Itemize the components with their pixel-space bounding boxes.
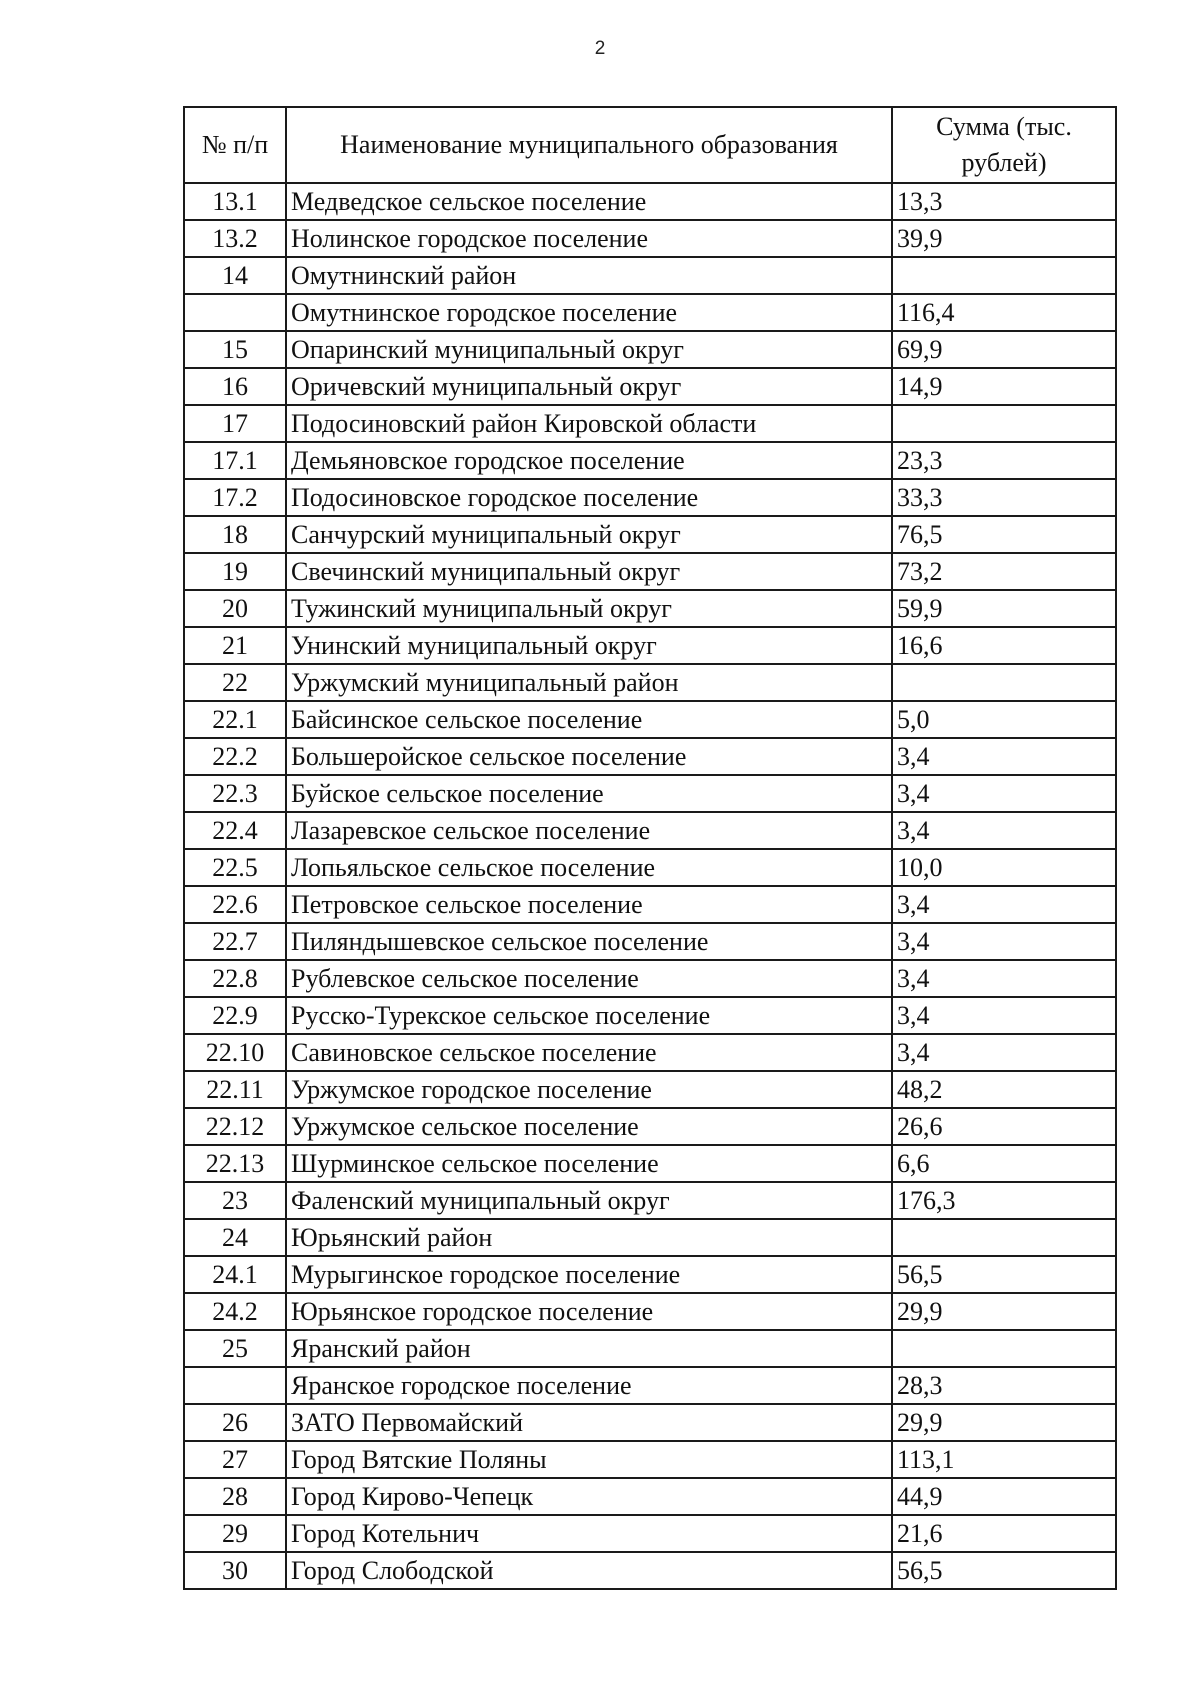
table-row — [184, 1367, 1116, 1404]
row-number-cell: 23 — [184, 1182, 286, 1219]
table-row — [184, 923, 1116, 960]
municipality-name-cell: Петровское сельское поселение — [286, 886, 892, 923]
table-row — [184, 1552, 1116, 1589]
table-row — [184, 590, 1116, 627]
amount-cell: 44,9 — [892, 1478, 1116, 1515]
amount-cell: 176,3 — [892, 1182, 1116, 1219]
row-number-cell: 22.2 — [184, 738, 286, 775]
row-number-cell: 22.11 — [184, 1071, 286, 1108]
municipality-name-cell: Опаринский муниципальный округ — [286, 331, 892, 368]
amount-cell: 13,3 — [892, 183, 1116, 220]
allocation-table — [183, 106, 1117, 1590]
municipality-name-cell: ЗАТО Первомайский — [286, 1404, 892, 1441]
municipality-name-cell: Уржумский муниципальный район — [286, 664, 892, 701]
municipality-name-cell: Тужинский муниципальный округ — [286, 590, 892, 627]
amount-cell: 116,4 — [892, 294, 1116, 331]
table-row — [184, 368, 1116, 405]
amount-cell: 23,3 — [892, 442, 1116, 479]
amount-cell: 39,9 — [892, 220, 1116, 257]
municipality-name-cell: Омутнинское городское поселение — [286, 294, 892, 331]
amount-cell — [892, 1330, 1116, 1367]
table-row — [184, 849, 1116, 886]
row-number-cell: 27 — [184, 1441, 286, 1478]
row-number-cell: 17.1 — [184, 442, 286, 479]
table-row — [184, 1293, 1116, 1330]
amount-cell: 73,2 — [892, 553, 1116, 590]
municipality-name-cell: Большеройское сельское поселение — [286, 738, 892, 775]
row-number-cell: 29 — [184, 1515, 286, 1552]
header-municipality-name: Наименование муниципального образования — [286, 107, 892, 183]
table-row — [184, 1034, 1116, 1071]
amount-cell: 26,6 — [892, 1108, 1116, 1145]
amount-cell: 33,3 — [892, 479, 1116, 516]
row-number-cell: 17 — [184, 405, 286, 442]
row-number-cell: 24.1 — [184, 1256, 286, 1293]
municipality-name-cell: Юрьянский район — [286, 1219, 892, 1256]
table-body — [184, 183, 1116, 1589]
amount-cell: 113,1 — [892, 1441, 1116, 1478]
amount-cell: 3,4 — [892, 923, 1116, 960]
table-row — [184, 960, 1116, 997]
table-row — [184, 1145, 1116, 1182]
municipality-name-cell: Лазаревское сельское поселение — [286, 812, 892, 849]
municipality-name-cell: Город Слободской — [286, 1552, 892, 1589]
row-number-cell: 17.2 — [184, 479, 286, 516]
row-number-cell: 22 — [184, 664, 286, 701]
row-number-cell: 22.12 — [184, 1108, 286, 1145]
row-number-cell: 13.1 — [184, 183, 286, 220]
row-number-cell: 22.13 — [184, 1145, 286, 1182]
row-number-cell: 22.9 — [184, 997, 286, 1034]
table-row — [184, 1330, 1116, 1367]
row-number-cell: 22.4 — [184, 812, 286, 849]
municipality-name-cell: Байсинское сельское поселение — [286, 701, 892, 738]
amount-cell: 16,6 — [892, 627, 1116, 664]
table-row — [184, 886, 1116, 923]
row-number-cell: 16 — [184, 368, 286, 405]
row-number-cell: 26 — [184, 1404, 286, 1441]
amount-cell: 59,9 — [892, 590, 1116, 627]
table-row — [184, 479, 1116, 516]
row-number-cell: 14 — [184, 257, 286, 294]
municipality-name-cell: Савиновское сельское поселение — [286, 1034, 892, 1071]
table-row — [184, 1256, 1116, 1293]
amount-cell: 29,9 — [892, 1293, 1116, 1330]
amount-cell: 3,4 — [892, 738, 1116, 775]
row-number-cell: 25 — [184, 1330, 286, 1367]
amount-cell — [892, 1219, 1116, 1256]
municipality-name-cell: Унинский муниципальный округ — [286, 627, 892, 664]
table-row — [184, 1478, 1116, 1515]
row-number-cell: 18 — [184, 516, 286, 553]
amount-cell: 69,9 — [892, 331, 1116, 368]
municipality-name-cell: Город Котельнич — [286, 1515, 892, 1552]
municipality-name-cell: Яранский район — [286, 1330, 892, 1367]
municipality-name-cell: Оричевский муниципальный округ — [286, 368, 892, 405]
table-row — [184, 664, 1116, 701]
row-number-cell: 24.2 — [184, 1293, 286, 1330]
row-number-cell: 30 — [184, 1552, 286, 1589]
amount-cell: 56,5 — [892, 1256, 1116, 1293]
row-number-cell: 24 — [184, 1219, 286, 1256]
table-row — [184, 738, 1116, 775]
table-row — [184, 775, 1116, 812]
municipality-name-cell: Юрьянское городское поселение — [286, 1293, 892, 1330]
row-number-cell: 15 — [184, 331, 286, 368]
row-number-cell: 22.8 — [184, 960, 286, 997]
table-row — [184, 1219, 1116, 1256]
table-row — [184, 331, 1116, 368]
row-number-cell: 13.2 — [184, 220, 286, 257]
table-row — [184, 294, 1116, 331]
amount-cell: 29,9 — [892, 1404, 1116, 1441]
row-number-cell: 22.1 — [184, 701, 286, 738]
row-number-cell: 22.7 — [184, 923, 286, 960]
table-row — [184, 627, 1116, 664]
table-row — [184, 1515, 1116, 1552]
amount-cell: 56,5 — [892, 1552, 1116, 1589]
municipality-name-cell: Уржумское городское поселение — [286, 1071, 892, 1108]
table-row — [184, 183, 1116, 220]
row-number-cell — [184, 294, 286, 331]
amount-cell: 48,2 — [892, 1071, 1116, 1108]
municipality-name-cell: Рублевское сельское поселение — [286, 960, 892, 997]
municipality-name-cell: Мурыгинское городское поселение — [286, 1256, 892, 1293]
row-number-cell — [184, 1367, 286, 1404]
municipality-name-cell: Нолинское городское поселение — [286, 220, 892, 257]
header-number: № п/п — [184, 107, 286, 183]
municipality-name-cell: Демьяновское городское поселение — [286, 442, 892, 479]
amount-cell: 3,4 — [892, 960, 1116, 997]
table-row — [184, 812, 1116, 849]
amount-cell — [892, 405, 1116, 442]
amount-cell: 6,6 — [892, 1145, 1116, 1182]
municipality-name-cell: Пиляндышевское сельское поселение — [286, 923, 892, 960]
amount-cell: 3,4 — [892, 997, 1116, 1034]
table-row — [184, 442, 1116, 479]
municipality-name-cell: Санчурский муниципальный округ — [286, 516, 892, 553]
row-number-cell: 22.5 — [184, 849, 286, 886]
table-row — [184, 405, 1116, 442]
row-number-cell: 28 — [184, 1478, 286, 1515]
table-row — [184, 220, 1116, 257]
table-row — [184, 1071, 1116, 1108]
municipality-name-cell: Лопьяльское сельское поселение — [286, 849, 892, 886]
amount-cell: 14,9 — [892, 368, 1116, 405]
table-row — [184, 1441, 1116, 1478]
header-amount: Сумма (тыс. рублей) — [892, 107, 1116, 183]
row-number-cell: 19 — [184, 553, 286, 590]
amount-cell: 5,0 — [892, 701, 1116, 738]
municipality-name-cell: Медведское сельское поселение — [286, 183, 892, 220]
table-row — [184, 553, 1116, 590]
amount-cell: 76,5 — [892, 516, 1116, 553]
amount-cell — [892, 257, 1116, 294]
amount-cell: 10,0 — [892, 849, 1116, 886]
table-row — [184, 1182, 1116, 1219]
row-number-cell: 22.6 — [184, 886, 286, 923]
municipality-name-cell: Уржумское сельское поселение — [286, 1108, 892, 1145]
table-row — [184, 257, 1116, 294]
municipality-name-cell: Свечинский муниципальный округ — [286, 553, 892, 590]
amount-cell: 3,4 — [892, 886, 1116, 923]
row-number-cell: 21 — [184, 627, 286, 664]
table-header-row — [184, 107, 1116, 183]
row-number-cell: 22.10 — [184, 1034, 286, 1071]
table-row — [184, 1108, 1116, 1145]
municipality-name-cell: Подосиновское городское поселение — [286, 479, 892, 516]
municipality-name-cell: Подосиновский район Кировской области — [286, 405, 892, 442]
table-row — [184, 516, 1116, 553]
municipality-name-cell: Омутнинский район — [286, 257, 892, 294]
table-row — [184, 1404, 1116, 1441]
municipality-name-cell: Город Кирово-Чепецк — [286, 1478, 892, 1515]
municipality-name-cell: Буйское сельское поселение — [286, 775, 892, 812]
municipality-name-cell: Шурминское сельское поселение — [286, 1145, 892, 1182]
amount-cell: 28,3 — [892, 1367, 1116, 1404]
table-row — [184, 701, 1116, 738]
municipality-name-cell: Город Вятские Поляны — [286, 1441, 892, 1478]
amount-cell: 3,4 — [892, 812, 1116, 849]
row-number-cell: 20 — [184, 590, 286, 627]
municipality-name-cell: Яранское городское поселение — [286, 1367, 892, 1404]
row-number-cell: 22.3 — [184, 775, 286, 812]
amount-cell — [892, 664, 1116, 701]
table-row — [184, 997, 1116, 1034]
municipality-name-cell: Русско-Турекское сельское поселение — [286, 997, 892, 1034]
amount-cell: 3,4 — [892, 775, 1116, 812]
page-number: 2 — [594, 38, 606, 59]
amount-cell: 21,6 — [892, 1515, 1116, 1552]
amount-cell: 3,4 — [892, 1034, 1116, 1071]
municipality-name-cell: Фаленский муниципальный округ — [286, 1182, 892, 1219]
